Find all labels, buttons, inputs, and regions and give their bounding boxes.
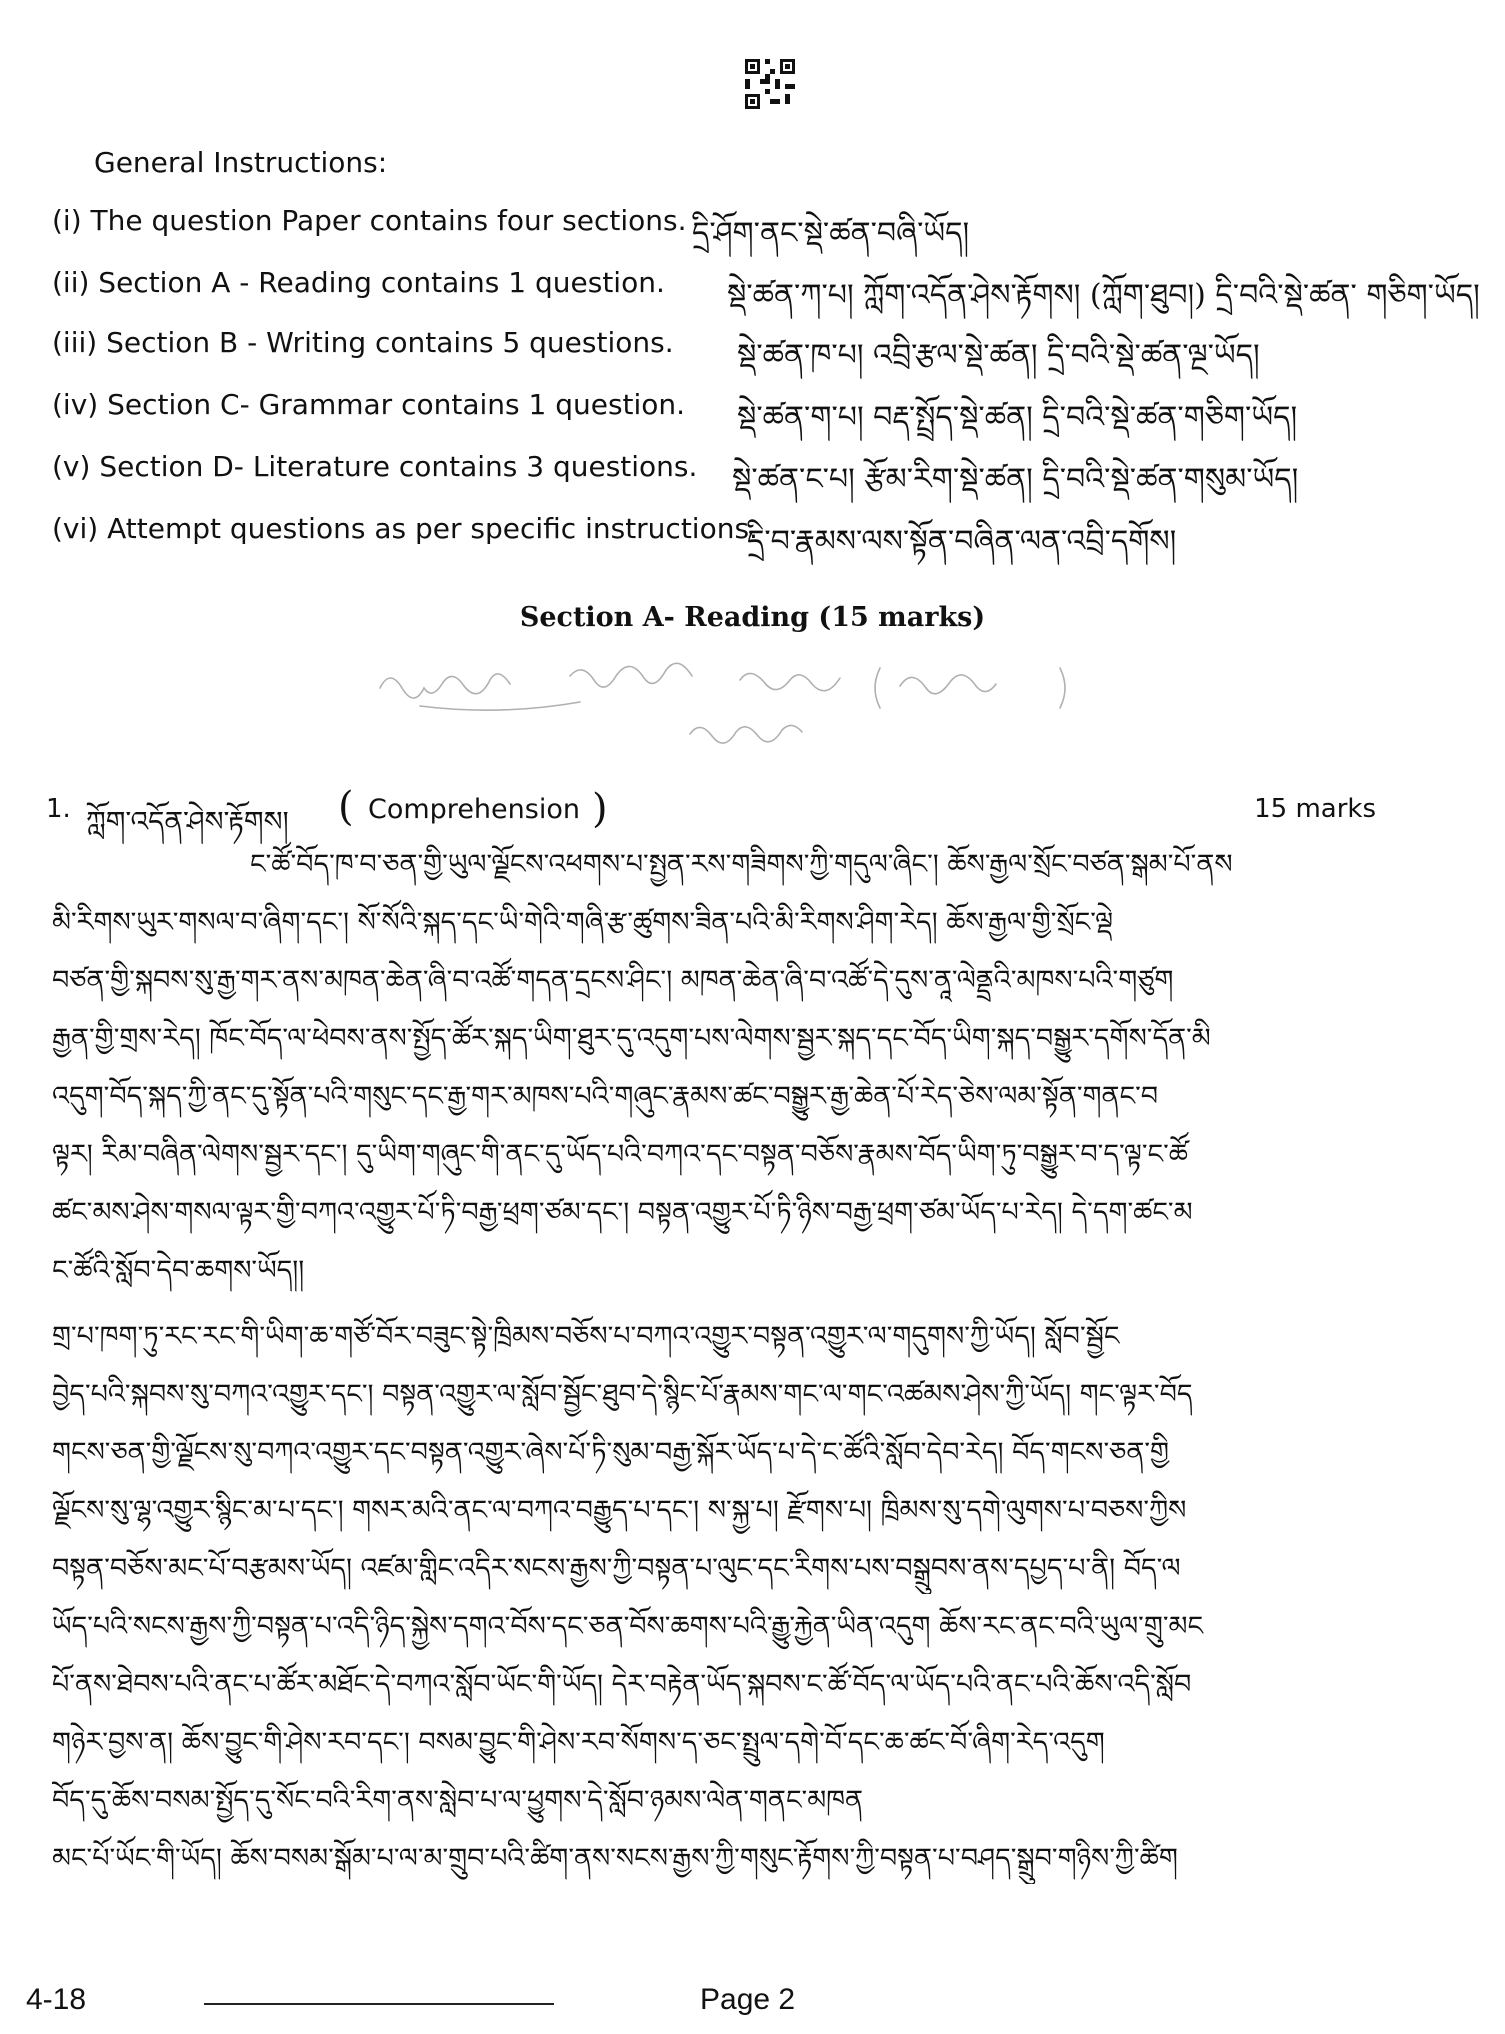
passage-line: ལྗོངས་སུ་ལྷ་འགྱུར་སྙིང་མ་པ་དང་། གསར་མའི་ནང་ལ་བཀའ་བརྒྱུད་པ་དང་། ས་སྐྱ་པ། རྫོགས་པ། ཁྲིམས་སུ་དགེ་ལུགས་པ་བཅས་ཀྱིས [52,1495,1187,1526]
instruction-row [52,326,1472,374]
passage-line: འདུག་བོད་སྐད་ཀྱི་ནང་དུ་སྟོན་པའི་གསུང་དང་རྒྱ་གར་མཁས་པའི་གཞུང་རྣམས་ཚང་བསྒྱུར་རྒྱ་ཆེན་པོ་རེད་ཅེས་ལམ་སྟོན་གནང་བ [52,1081,1159,1112]
passage-line: མང་པོ་ཡོང་གི་ཡོད། ཆོས་བསམ་སྒོམ་པ་ལ་མ་གྲུབ་པའི་ཚིག་ནས་སངས་རྒྱས་ཀྱི་གསུང་རྟོགས་ཀྱི་བསྟན་པ་བཤད་སྒྲུབ་གཉིས་ཀྱི་ཚིག [52,1843,1178,1874]
passage-line: གཉེར་བྱས་ན། ཆོས་བྱུང་གི་ཤེས་རབ་དང་། བསམ་བྱུང་གི་ཤེས་རབ་སོགས་ད་ཅང་སྤྲུལ་དགེ་བོ་དང་ཆ་ཚང་བོ་ཞིག་རེད་འདུག [52,1727,1105,1758]
passage-line: ང་ཚོའི་སློབ་དེབ་ཆགས་ཡོད།། [52,1255,305,1286]
instruction-row [52,204,1472,252]
question-paren-open: ( [338,784,354,830]
qr-code [745,58,795,110]
instruction-en: (vi) Attempt questions as per specific instructions. [52,512,758,545]
passage-line: མི་རིགས་ཡུར་གསལ་བ་ཞིག་དང་། སོ་སོའི་སྐད་དང་ཡི་གེའི་གཞི་རྩ་ཚུགས་ཟིན་པའི་མི་རིགས་ཤིག་རེད། ཆོས་རྒྱལ་གྱི་སྲོང་ལྡེ [52,907,1114,938]
passage-line: གྲ་པ་ཁག་ཏུ་རང་རང་གི་ཡིག་ཆ་གཙོ་བོར་བཟུང་སྟེ་ཁྲིམས་བཅོས་པ་བཀའ་འགྱུར་བསྟན་འགྱུར་ལ་གདུགས་ཀྱི་ཡོད། སློབ་སྦྱོང [52,1321,1120,1352]
passage-line: བཙན་གྱི་སྐབས་སུ་རྒྱ་གར་ནས་མཁན་ཆེན་ཞི་བ་འཚོ་གདན་དྲངས་ཤིང་། མཁན་ཆེན་ཞི་བ་འཚོ་དེ་དུས་ནཱ་ལེནྡྲའི་མཁས་པའི་གཙུག [52,965,1174,996]
question-marks: 15 marks [1254,794,1376,824]
question-heading [46,784,1376,838]
passage-line: གངས་ཅན་གྱི་ལྗོངས་སུ་བཀའ་འགྱུར་དང་བསྟན་འགྱུར་ཞེས་པོ་ཏི་སུམ་བརྒྱ་སྐོར་ཡོད་པ་དེ་ང་ཚོའི་སློབ་དེབ་རེད། བོད་གངས་ཅན་གྱི [52,1437,1170,1468]
question-number: 1. [46,794,71,824]
general-instructions-title: General Instructions: [94,146,388,179]
question-title-en: Comprehension [368,794,580,825]
instruction-row [52,512,1472,560]
passage-line: བྱེད་པའི་སྐབས་སུ་བཀའ་འགྱུར་དང་། བསྟན་འགྱུར་ལ་སློབ་སྦྱོང་ཐུབ་དེ་སྙིང་པོ་རྣམས་གང་ལ་གང་འཚམས་ཤེས་ཀྱི་ཡོད། གང་ལྟར་བོད [52,1379,1193,1410]
passage-line: པོ་ནས་ཐེབས་པའི་ནང་པ་ཚོར་མཐོང་དེ་བཀའ་སློབ་ཡོང་གི་ཡོད། དེར་བརྟེན་ཡོད་སྐབས་ང་ཚོ་བོད་ལ་ཡོད་པའི་ནང་པའི་ཆོས་འདི་སློབ [52,1669,1192,1700]
instruction-en: (iv) Section C- Grammar contains 1 question. [52,388,686,421]
instruction-en: (ii) Section A - Reading contains 1 question. [52,266,665,299]
section-title: Section A- Reading (15 marks) [519,602,986,633]
passage-line: རྒྱན་གྱི་གྲས་རེད། ཁོང་བོད་ལ་ཕེབས་ནས་སྤྱོད་ཚོར་སྐད་ཡིག་ཐུར་དུ་འདུག་པས་ལེགས་སྦྱར་སྐད་དང་བོད་ཡིག་སྐད་བསྒྱུར་དགོས་དོན་མི [52,1023,1211,1054]
instruction-en: (i) The question Paper contains four sections. [52,204,687,237]
instruction-bo: སྡེ་ཚན་ང་པ། རྩོམ་རིག་སྡེ་ཚན། དྲི་བའི་སྡེ་ཚན་གསུམ་ཡོད། [732,462,1299,497]
instruction-bo: སྡེ་ཚན་ག་པ། བརྡ་སྤྲོད་སྡེ་ཚན། དྲི་བའི་སྡེ་ཚན་གཅིག་ཡོད། [737,400,1298,435]
instruction-en: (iii) Section B - Writing contains 5 questions. [52,326,674,359]
handwritten-annotation [360,648,1090,768]
instruction-row [52,266,1480,314]
passage-line: ཚང་མས་ཤེས་གསལ་ལྟར་གྱི་བཀའ་འགྱུར་པོ་ཏི་བརྒྱ་ཕྲག་ཙམ་དང་། བསྟན་འགྱུར་པོ་ཏི་ཉིས་བརྒྱ་ཕྲག་ཙམ་ཡོད་པ་རེད། དེ་དག་ཚང་མ [52,1197,1193,1228]
page-number: Page 2 [700,1983,796,2016]
passage-line: བསྟན་བཅོས་མང་པོ་བརྩམས་ཡོད། འཛམ་གླིང་འདིར་སངས་རྒྱས་ཀྱི་བསྟན་པ་ལུང་དང་རིགས་པས་བསྒྲུབས་ནས་དཔྱད་པ་ནི། བོད་ལ [52,1553,1181,1584]
footer-code: 4-18 [26,1983,87,2016]
footer-rule [204,2003,554,2005]
instruction-bo: དྲི་བ་རྣམས་ལས་སྟོན་བཞིན་ལན་འབྲི་དགོས། [747,524,1177,559]
passage-line: ང་ཚོ་བོད་ཁ་བ་ཅན་གྱི་ཡུལ་ལྗོངས་འཕགས་པ་སྤྱན་རས་གཟིགས་ཀྱི་གདུལ་ཞིང་། ཆོས་རྒྱལ་སྲོང་བཙན་སྒམ་པོ་ནས [250,849,1233,880]
instruction-en: (v) Section D- Literature contains 3 questions. [52,450,698,483]
instruction-bo: སྡེ་ཚན་ཀ་པ། ཀློག་འདོན་ཤེས་རྟོགས། (ཀློག་ཐུབ།) དྲི་བའི་སྡེ་ཚན་ གཅིག་ཡོད། [727,278,1480,313]
question-title-bo: ཀློག་འདོན་ཤེས་རྟོགས། [86,805,289,838]
question-paren-close: ) [592,786,608,832]
instruction-row [52,450,1472,498]
passage-line: ཡོད་པའི་སངས་རྒྱས་ཀྱི་བསྟན་པ་འདི་ཉིད་སྐྱེས་དགའ་བོས་དང་ཅན་བོས་ཆགས་པའི་རྒྱུ་རྐྱེན་ཡིན་འདུག ཆོས་རང་ནང་བའི་ཡུལ་གྲུ་མང [52,1611,1204,1642]
instruction-bo: སྡེ་ཚན་ཁ་པ། འབྲི་རྩལ་སྡེ་ཚན། དྲི་བའི་སྡེ་ཚན་ལྔ་ཡོད། [737,338,1260,373]
instruction-bo: དྲི་ཤོག་ནང་སྡེ་ཚན་བཞི་ཡོད། [692,216,970,251]
passage-line: བོད་དུ་ཆོས་བསམ་སྤྱོད་དུ་སོང་བའི་རིག་ནས་སླེབ་པ་ལ་ཕྱུགས་དེ་སློབ་ཉམས་ལེན་གནང་མཁན [52,1785,864,1816]
passage-line: ལྟར། རིམ་བཞིན་ལེགས་སྦྱར་དང་། དུ་ཡིག་གཞུང་གི་ནང་དུ་ཡོད་པའི་བཀའ་དང་བསྟན་བཅོས་རྣམས་བོད་ཡིག་ཏུ་བསྒྱུར་བ་ད་ལྟ་ང་ཚོ [52,1139,1188,1170]
instruction-row [52,388,1472,436]
